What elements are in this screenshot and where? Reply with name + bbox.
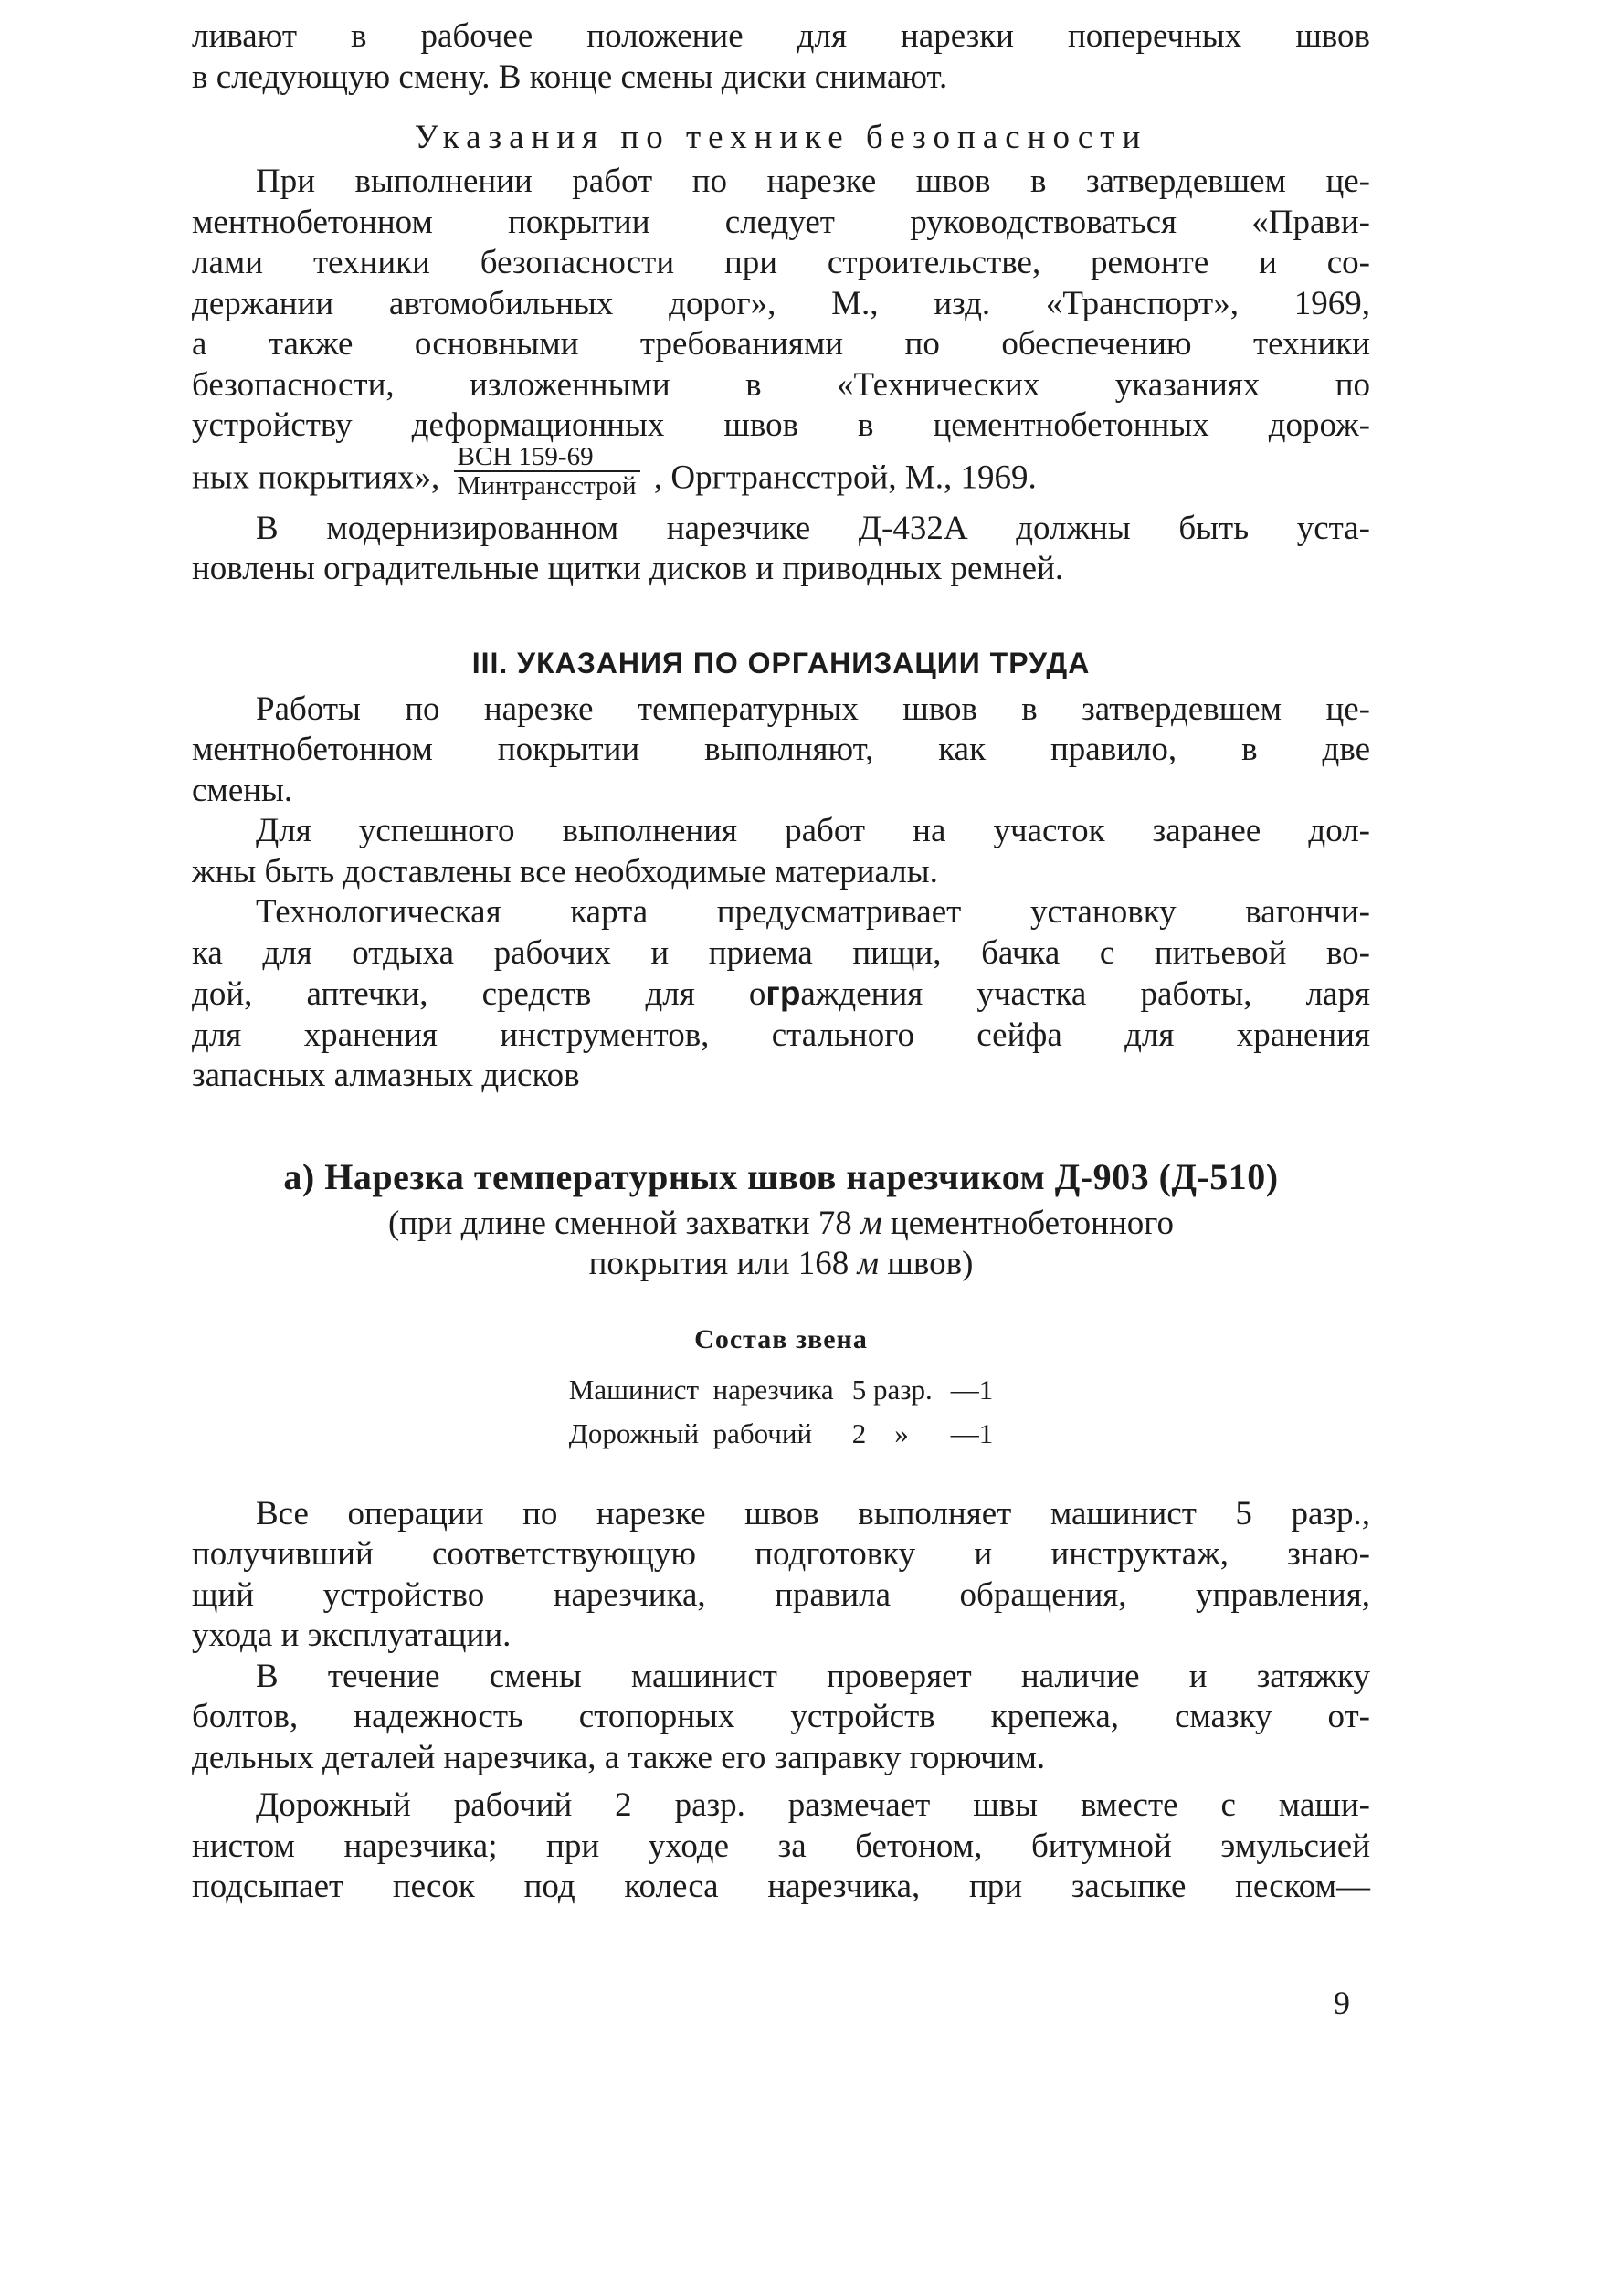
text-fragment: дой, аптечки, средств для о [192,975,766,1013]
text-line: устройству деформационных швов в цементнобетонных дорож- [192,406,1370,444]
section-heading: III. УКАЗАНИЯ ПО ОРГАНИЗАЦИИ ТРУДА [471,646,1091,679]
note-fragment: цементнобетонного [890,1204,1175,1242]
text-line: новлены оградительные щитки дисков и приводных ремней. [192,550,1064,587]
crew-grade: 5 разр. [851,1373,933,1406]
subsection-note-line [192,1204,1370,1244]
subsection-paragraph-3 [192,1785,1370,1908]
section3-paragraph-2 [192,811,1370,892]
subsection-paragraph-1 [192,1494,1370,1657]
text-line: ка для отдыха рабочих и приема пищи, бачка с питьевой во- [192,933,1370,972]
text-line-with-fraction [192,441,1370,509]
text-line: В течение смены машинист проверяет наличие и затяжку [256,1657,1370,1695]
crew-row [560,1368,1002,1412]
crew-grade: 2 » [851,1417,909,1449]
text-line: болтов, надежность стопорных устройств крепежа, смазку от- [192,1698,1370,1735]
page-content [192,16,1370,1908]
safety-paragraph-2 [192,509,1370,590]
section3-paragraph-3 [192,892,1370,1097]
text-line: Все операции по нарезке швов выполняет машинист 5 разр., [256,1494,1370,1532]
note-fragment: покрытия или 168 [588,1244,849,1282]
page-number: 9 [1334,1985,1350,2021]
standard-reference-fraction [454,443,640,500]
crew-row [560,1412,1002,1456]
fraction-numerator: ВСН 159-69 [454,443,640,472]
text-line: в следующую смену. В конце смены диски снимают. [192,58,948,96]
crew-role: Машинист нарезчика [568,1373,834,1406]
subsection-heading: а) Нарезка температурных швов нарезчиком Д-903 (Д-510) [283,1155,1279,1197]
text-line: Для успешного выполнения работ на участок заранее дол- [256,812,1370,849]
text-line: ухода и эксплуатации. [192,1617,512,1654]
text-line: смены. [192,771,293,809]
text-fragment: аждения участка работы, ларя [800,975,1371,1013]
fraction-prefix: ных покрытиях», [192,458,440,496]
crew-title: Состав звена [694,1323,868,1354]
text-line: а также основными требованиями по обеспечению техники [192,325,1370,363]
fraction-suffix: , Оргтрансстрой, М., 1969. [653,458,1037,496]
text-line: жны быть доставлены все необходимые материалы. [192,852,938,890]
note-fragment: (при длине сменной захватки 78 [387,1204,852,1242]
text-line: для хранения инструментов, стального сейфа для хранения [192,1016,1370,1054]
handwritten-correction: гр [765,974,801,1012]
text-line: нистом нарезчика; при уходе за бетоном, битумной эмульсией [192,1827,1370,1865]
text-line: ментнобетонном покрытии выполняют, как правило, в две [192,731,1370,768]
text-line: При выполнении работ по нарезке швов в затвердевшем це- [256,163,1370,200]
text-line: запасных алмазных дисков [192,1057,580,1094]
text-line: ливают в рабочее положение для нарезки поперечных швов [192,17,1370,55]
note-fragment: швов) [887,1244,974,1282]
text-line [192,974,1370,1016]
text-line: держании автомобильных дорог», М., изд. «Транспорт», 1969, [192,284,1370,322]
text-line: Дорожный рабочий 2 разр. размечает швы вместе с маши- [256,1786,1370,1824]
crew-count: —1 [950,1417,994,1449]
note-unit: м [857,1244,880,1282]
fraction-denominator: Минтрансстрой [457,470,637,500]
text-line: щий устройство нарезчика, правила обращения, управления, [192,1575,1370,1614]
text-line: Работы по нарезке температурных швов в затвердевшем це- [256,690,1370,728]
subsection-paragraph-2 [192,1657,1370,1779]
text-line: дельных деталей нарезчика, а также его заправку горючим. [192,1738,1046,1776]
text-line: безопасности, изложенными в «Технических указаниях по [192,365,1370,404]
text-line: лами техники безопасности при строительстве, ремонте и со- [192,244,1370,281]
text-line: ментнобетонном покрытии следует руководствоваться «Прави- [192,203,1370,241]
note-unit: м [860,1204,882,1242]
subsection-note [192,1204,1370,1284]
subsection-note-line [192,1244,1370,1284]
text-line: Технологическая карта предусматривает установку вагончи- [256,893,1370,931]
text-line: получивший соответствующую подготовку и инструктаж, знаю- [192,1535,1370,1573]
text-line: подсыпает песок под колеса нарезчика, при засыпке песком— [192,1868,1370,1905]
crew-role: Дорожный рабочий [568,1417,813,1449]
safety-paragraph-1 [192,162,1370,509]
section3-paragraph-1 [192,690,1370,812]
safety-heading: Указания по технике безопасности [414,119,1148,156]
text-line: В модернизированном нарезчике Д-432А должны быть уста- [256,509,1370,547]
crew-count: —1 [950,1373,994,1406]
intro-paragraph [192,16,1370,98]
crew-table [560,1368,1002,1456]
